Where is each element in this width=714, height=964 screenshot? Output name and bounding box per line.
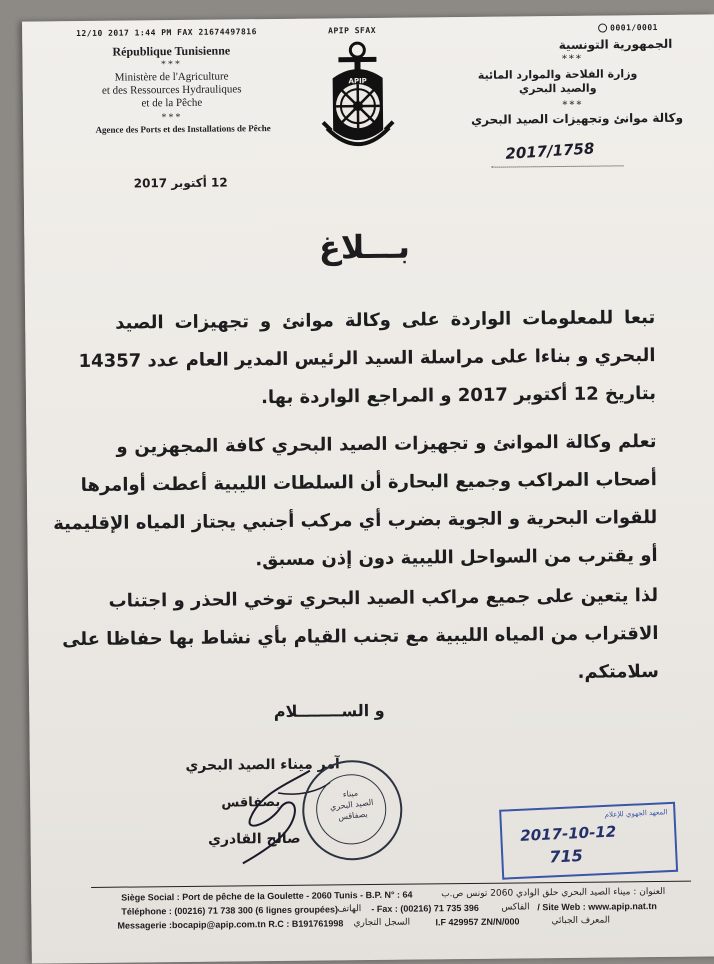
fax-header-line: 12/10 2017 1:44 PM FAX 21674497816	[76, 27, 257, 38]
closing-salutation: و الســــــــلام	[239, 701, 419, 722]
footer-phone: Téléphone : (00216) 71 738 300 (6 lignes groupées)	[121, 904, 338, 916]
footer-tax-id-ar: المعرف الجبائي	[551, 916, 610, 927]
fr-country: République Tunisienne	[56, 43, 286, 60]
ar-country: الجمهورية التونسية	[462, 37, 672, 53]
ar-stars-2: ***	[523, 99, 623, 111]
ar-agency: وكالة موانئ وتجهيزات الصيد البحري	[443, 111, 683, 128]
fax-sender-label: APIP SFAX	[328, 26, 376, 36]
logo-lettering: APIP	[348, 77, 366, 85]
fr-agency: Agence des Ports et des Installations de Pêche	[63, 123, 303, 136]
body-line-4: تعلم وكالة الموانئ و تجهيزات الصيد البحري كافة المجهزين و	[116, 431, 656, 458]
footer-tax-id: I.F 429957 ZN/N/000	[435, 916, 519, 927]
document-title: بـــلاغ	[254, 227, 474, 267]
footer-address: Siège Social : Port de pêche de la Goulette - 2060 Tunis - B.P. N° : 64	[121, 890, 412, 903]
body-line-5: أصحاب المراكب وجميع البحارة أن السلطات الليبية أعطت أوامرها	[117, 469, 657, 496]
fr-ministry: Ministère de l'Agriculture et des Ressources Hydrauliques et de la Pêche	[57, 70, 287, 111]
footer-phone-ar: الهاتف	[337, 904, 361, 914]
stamp-text: ميناء الصيد البحري بصفاقس	[320, 785, 383, 825]
ar-stars-1: ***	[522, 53, 622, 65]
body-line-8: لذا يتعين على جميع مراكب الصيد البحري توخي الحذر و اجتناب	[118, 585, 658, 612]
body-line-9: الاقتراب من المياه الليبية مع تجنب القيام بأي نشاط بها حفاظا على	[118, 623, 658, 650]
footer-website: / Site Web : www.apip.nat.tn	[537, 901, 657, 912]
reference-number: 2017/1758	[505, 139, 595, 163]
footer-rc-ar: السجل التجاري	[353, 918, 410, 929]
footer-fax: - Fax : (00216) 71 735 396	[371, 903, 479, 914]
ar-ministry: وزارة الفلاحة والموارد المائية والصيد البحري	[463, 67, 653, 97]
body-line-6: للقوات البحرية و الجوية بضرب أي مركب أجنبي يجتاز المياه الإقليمية	[117, 507, 657, 534]
body-line-3: بتاريخ 12 أكتوبر 2017 و المراجع الواردة بها.	[116, 383, 656, 410]
counter-circle-icon	[598, 23, 607, 32]
reference-dotted-line	[492, 165, 624, 167]
received-date: 2017-10-12	[520, 822, 617, 844]
body-line-2: البحري و بناءا على مراسلة السيد الرئيس المدير العام عدد 14357	[115, 345, 655, 372]
signature-name: صالح القادري	[171, 831, 301, 848]
document-page	[22, 14, 714, 963]
fr-stars-1: ***	[56, 58, 286, 71]
body-line-1: تبعا للمعلومات الواردة على وكالة موانئ و تجهيزات الصيد	[115, 307, 655, 334]
fr-stars-2: ***	[57, 111, 287, 124]
footer-fax-ar: الفاكس	[501, 902, 529, 912]
apip-anchor-logo	[318, 38, 397, 159]
received-stamp-label: المعهد الجهوي للإعلام	[605, 808, 668, 819]
signature-title: آمر ميناء الصيد البحري	[130, 756, 340, 774]
page-counter: 0001/0001	[598, 23, 658, 33]
body-line-7: أو يقترب من السواحل الليبية دون إذن مسبق.	[118, 545, 658, 572]
anchor-wheel-icon	[318, 38, 397, 159]
body-line-10: سلامتكم.	[119, 661, 659, 688]
document-date: 12 أكتوبر 2017	[134, 175, 228, 190]
footer-address-ar: العنوان : ميناء الصيد البحري حلق الوادي 2060 تونس ص.ب	[441, 887, 665, 899]
signature-city: بصفاقس	[180, 795, 280, 811]
footer-email: Messagerie :bocapip@apip.com.tn R.C : B191761998	[117, 918, 343, 930]
received-stamp	[499, 802, 678, 880]
received-number: 715	[549, 846, 583, 866]
